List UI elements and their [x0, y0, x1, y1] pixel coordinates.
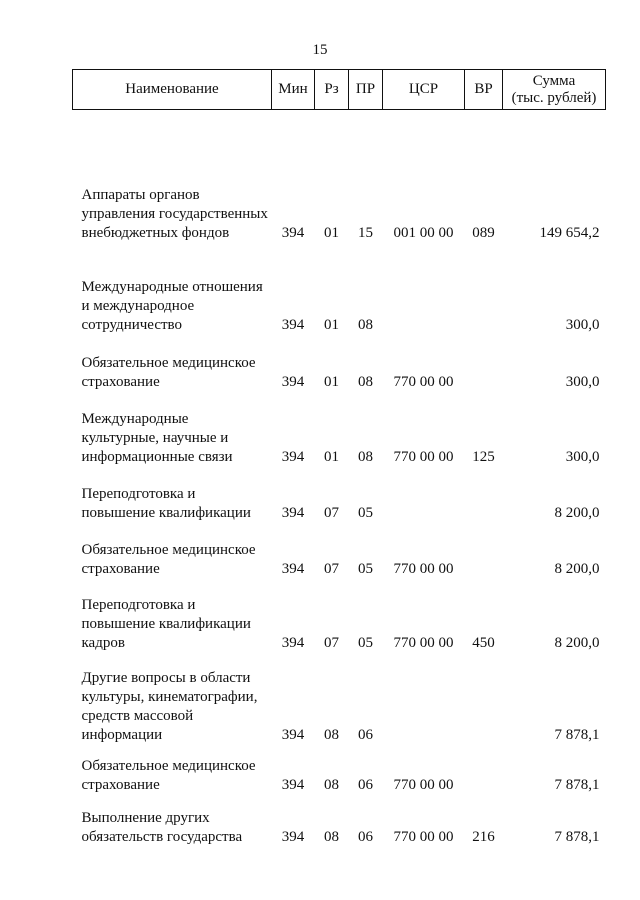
row-sum: 300,0 — [565, 448, 600, 465]
table-row — [73, 752, 606, 802]
row-sum: 300,0 — [565, 373, 600, 390]
row-pr: 06 — [358, 726, 373, 743]
row-csr: 770 00 00 — [393, 448, 454, 465]
row-sum: 149 654,2 — [539, 224, 600, 241]
row-name: Международные культурные, научные и информационные связи — [81, 410, 233, 465]
row-sum: 8 200,0 — [554, 634, 600, 651]
row-csr: 770 00 00 — [393, 560, 454, 577]
row-min: 394 — [281, 448, 305, 465]
table-row — [73, 110, 606, 250]
header-csr: ЦСР — [383, 70, 465, 110]
row-pr: 05 — [358, 634, 373, 651]
row-csr: 770 00 00 — [393, 373, 454, 390]
row-csr: 770 00 00 — [393, 828, 454, 845]
row-min: 394 — [281, 224, 305, 241]
row-pr: 06 — [358, 828, 373, 845]
row-pr: 08 — [358, 316, 373, 333]
row-sum: 300,0 — [565, 316, 600, 333]
table-row — [73, 399, 606, 473]
row-name: Обязательное медицинское страхование — [81, 757, 256, 793]
table-row — [73, 343, 606, 399]
row-name: Обязательное медицинское страхование — [81, 354, 256, 390]
row-rz: 01 — [324, 316, 339, 333]
header-min: Мин — [272, 70, 315, 110]
row-min: 394 — [281, 828, 305, 845]
row-sum: 7 878,1 — [554, 726, 600, 743]
row-name: Обязательное медицинское страхование — [81, 541, 256, 577]
row-rz: 08 — [324, 726, 339, 743]
table-body — [73, 110, 606, 853]
table-row — [73, 529, 606, 585]
row-pr: 08 — [358, 373, 373, 390]
row-name: Переподготовка и повышение квалификации кадров — [81, 596, 251, 651]
table-header — [73, 70, 606, 110]
header-vr: ВР — [465, 70, 503, 110]
row-pr: 06 — [358, 776, 373, 793]
row-vr — [465, 250, 503, 343]
row-rz: 01 — [324, 448, 339, 465]
row-vr — [465, 343, 503, 399]
row-csr: 001 00 00 — [393, 224, 454, 241]
row-csr: 770 00 00 — [393, 776, 454, 793]
row-sum: 8 200,0 — [554, 560, 600, 577]
row-pr: 05 — [358, 504, 373, 521]
row-csr — [383, 473, 465, 529]
row-min: 394 — [281, 373, 305, 390]
row-csr — [383, 250, 465, 343]
row-csr — [383, 660, 465, 752]
header-pr: ПР — [349, 70, 383, 110]
row-vr: 089 — [472, 224, 495, 241]
row-min: 394 — [281, 560, 305, 577]
budget-table — [72, 69, 606, 853]
row-name: Аппараты органов управления государственных внебюджетных фондов — [81, 186, 268, 241]
row-vr: 450 — [472, 634, 495, 651]
row-min: 394 — [281, 504, 305, 521]
row-min: 394 — [281, 776, 305, 793]
row-min: 394 — [281, 726, 305, 743]
row-pr: 15 — [358, 224, 373, 241]
header-sum — [503, 70, 606, 110]
row-rz: 07 — [324, 504, 339, 521]
header-sum-line1: Сумма — [532, 72, 576, 89]
row-sum: 7 878,1 — [554, 776, 600, 793]
row-rz: 07 — [324, 634, 339, 651]
page-number: 15 — [312, 42, 328, 58]
table-row — [73, 473, 606, 529]
row-min: 394 — [281, 634, 305, 651]
row-min: 394 — [281, 316, 305, 333]
row-vr — [465, 529, 503, 585]
row-vr — [465, 752, 503, 802]
row-rz: 07 — [324, 560, 339, 577]
row-rz: 08 — [324, 828, 339, 845]
row-pr: 05 — [358, 560, 373, 577]
row-name: Другие вопросы в области культуры, кинематографии, средств массовой информации — [81, 669, 258, 743]
row-vr: 216 — [472, 828, 495, 845]
table-row — [73, 585, 606, 660]
row-csr: 770 00 00 — [393, 634, 454, 651]
table-row — [73, 250, 606, 343]
row-rz: 01 — [324, 373, 339, 390]
table-row — [73, 660, 606, 752]
row-vr — [465, 473, 503, 529]
row-name: Международные отношения и международное сотрудничество — [81, 278, 263, 333]
row-vr: 125 — [472, 448, 495, 465]
header-name: Наименование — [73, 70, 272, 110]
row-sum: 8 200,0 — [554, 504, 600, 521]
table-row — [73, 802, 606, 853]
header-rz: Рз — [315, 70, 349, 110]
row-pr: 08 — [358, 448, 373, 465]
row-rz: 01 — [324, 224, 339, 241]
row-vr — [465, 660, 503, 752]
row-name: Переподготовка и повышение квалификации — [81, 485, 251, 521]
header-sum-line2: (тыс. рублей) — [511, 89, 597, 106]
row-rz: 08 — [324, 776, 339, 793]
row-sum: 7 878,1 — [554, 828, 600, 845]
row-name: Выполнение других обязательств государства — [81, 809, 243, 845]
